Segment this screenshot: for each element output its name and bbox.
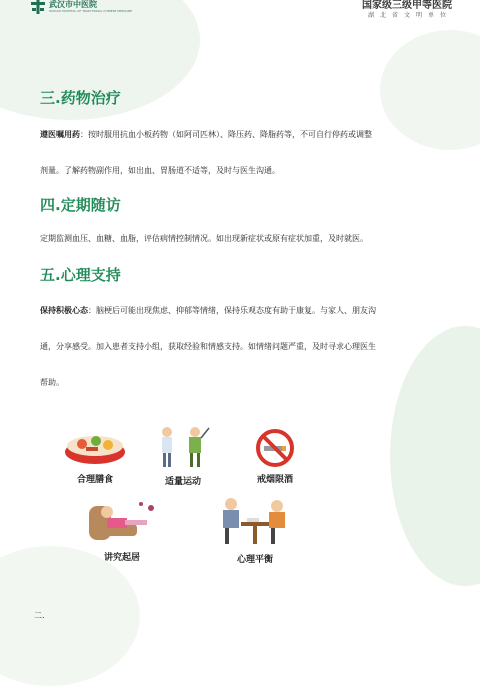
rest-chair-icon (85, 498, 159, 546)
logo-chinese-name: 武汉市中医院 (49, 0, 97, 9)
paragraph-lead: 保持积极心态 (40, 306, 88, 315)
paragraph (40, 167, 445, 175)
page-header (0, 0, 480, 22)
logo-english-name: WUHAN HOSPITAL OF TRADITIONAL CHINESE MEDICINE (49, 9, 133, 13)
paragraph-text: 剂量。了解药物副作用，如出血、胃肠道不适等，及时与医生沟通。 (40, 166, 280, 175)
paragraph (40, 343, 445, 351)
hospital-honor: 湖北省文明单位 (367, 12, 452, 19)
rest-illustration (82, 498, 162, 563)
paragraph-text: ：脑梗后可能出现焦虑、抑郁等情绪，保持乐观态度有助于康复。与家人、朋友沟 (88, 306, 376, 315)
illustration-label: 讲究起居 (103, 553, 140, 563)
illustration-label: 适量运动 (164, 477, 201, 487)
illustration-label: 合理膳食 (76, 475, 113, 485)
chess-players-icon (215, 494, 295, 548)
exercise-illustration (148, 424, 218, 487)
paragraph-text: 帮助。 (40, 378, 64, 387)
illustration-label: 心理平衡 (236, 555, 273, 565)
no-smoking-icon (255, 428, 295, 468)
hospital-logo (30, 0, 132, 16)
diet-illustration (60, 424, 130, 485)
paragraph (40, 131, 445, 139)
exercise-people-icon (153, 424, 213, 470)
mental-balance-illustration (210, 494, 300, 565)
hospital-rank: 国家级三级甲等医院 (362, 0, 452, 11)
paragraph-text: ：按时服用抗血小板药物（如阿司匹林）、降压药、降脂药等，不可自行停药或调整 (80, 130, 372, 139)
page-number: 二. (34, 611, 45, 620)
paragraph (40, 379, 445, 387)
paragraph-text: 定期监测血压、血糖、血脂，评估病情控制情况。如出现新症状或原有症状加重，及时就医。 (40, 234, 368, 243)
background-shape (0, 546, 140, 686)
hospital-title-block (362, 0, 452, 20)
paragraph (40, 307, 445, 315)
section-title: 四.定期随访 (40, 196, 121, 214)
illustration-label: 戒烟限酒 (256, 475, 293, 485)
section-title: 五.心理支持 (40, 266, 121, 284)
document-body (40, 88, 445, 387)
paragraph-text: 通，分享感受。加入患者支持小组，获取经验和情感支持。如情绪问题严重，及时寻求心理医生 (40, 342, 376, 351)
lifestyle-illustration (60, 424, 320, 564)
section-title: 三.药物治疗 (40, 89, 121, 107)
food-bowl-icon (62, 424, 128, 468)
no-smoking-illustration (240, 428, 310, 485)
paragraph-lead: 遵医嘱用药 (40, 130, 80, 139)
hospital-logo-icon (30, 0, 46, 16)
paragraph (40, 235, 445, 243)
